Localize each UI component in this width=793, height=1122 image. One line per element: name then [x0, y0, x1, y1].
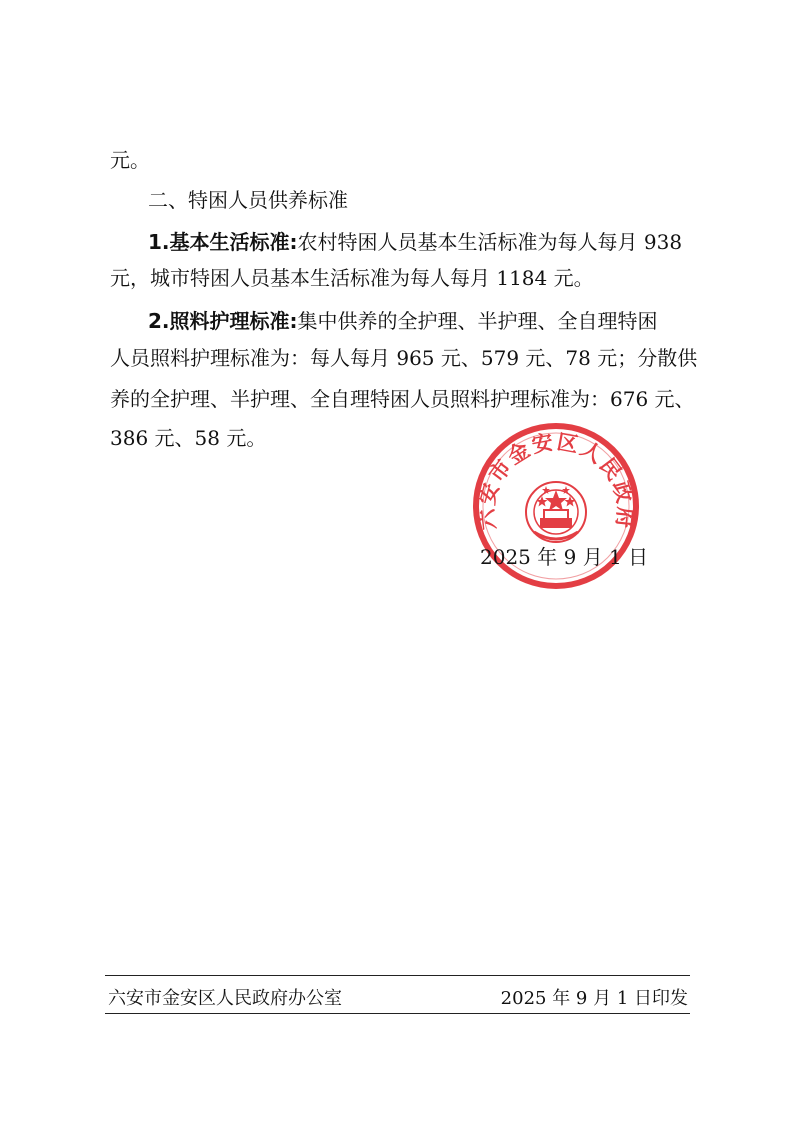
- item-2-text-b: 人员照料护理标准为：每人每月 965 元、579 元、78 元；分散供: [110, 346, 698, 370]
- continuation-text: 元。: [110, 148, 150, 172]
- item-1-first-line: [148, 228, 728, 256]
- item-1-label: 1.基本生活标准:: [148, 230, 298, 254]
- footer-bottom-rule: [105, 1013, 690, 1014]
- item-2-text-a: 集中供养的全护理、半护理、全自理特困: [297, 309, 658, 333]
- section-heading: 二、特困人员供养标准: [148, 188, 348, 212]
- seal-text: 六安市金安区人民政府: [474, 429, 638, 532]
- svg-text:六安市金安区人民政府: [474, 430, 638, 532]
- item-2-text-d: 386 元、58 元。: [110, 426, 267, 450]
- footer-issuer: 六安市金安区人民政府办公室: [108, 988, 342, 1009]
- item-2-first-line: [148, 307, 728, 335]
- footer: [108, 986, 688, 1012]
- footer-issue-date: 2025 年 9 月 1 日印发: [500, 988, 688, 1009]
- footer-top-rule: [105, 975, 690, 976]
- item-1-text-b: 元，城市特困人员基本生活标准为每人每月 1184 元。: [110, 266, 594, 290]
- item-2-text-c: 养的全护理、半护理、全自理特困人员照料护理标准为：676 元、: [110, 387, 695, 411]
- item-2-label: 2.照料护理标准:: [148, 309, 298, 333]
- item-1-text-a: 农村特困人员基本生活标准为每人每月 938: [297, 230, 683, 254]
- signature-date: 2025 年 9 月 1 日: [480, 545, 649, 569]
